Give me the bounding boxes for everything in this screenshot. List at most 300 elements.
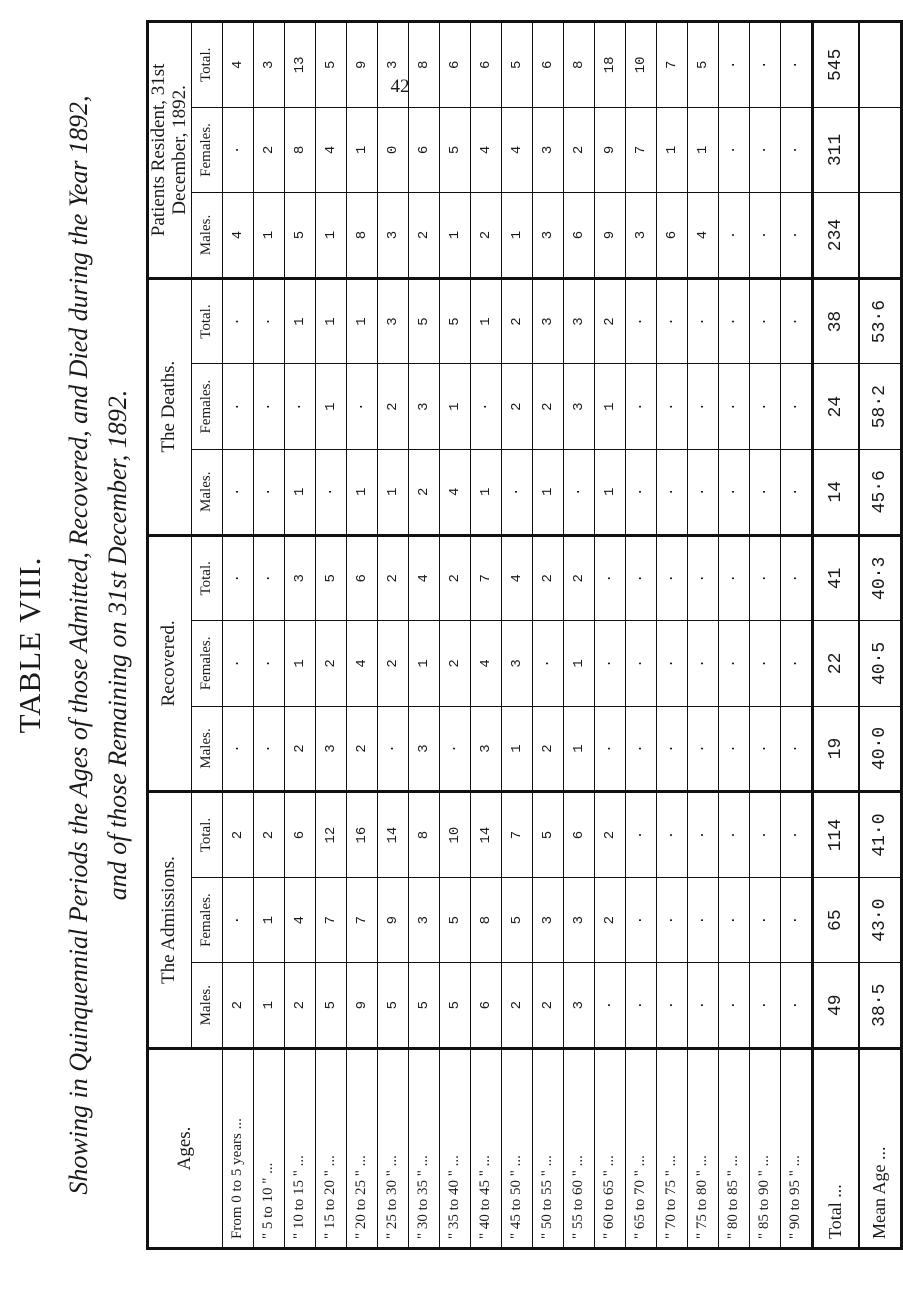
death-total-cell: 1 xyxy=(284,278,315,364)
rec-females-cell: · xyxy=(222,621,253,707)
rem-females-cell: 6 xyxy=(408,107,439,193)
adm-females-cell: · xyxy=(222,877,253,963)
table-row xyxy=(594,22,625,1249)
age-label: " 5 to 10 " ... xyxy=(253,1049,284,1249)
adm-females-cell: 4 xyxy=(284,877,315,963)
rec-total-cell: 2 xyxy=(532,535,563,621)
recovered-males-col-header: Males. xyxy=(191,706,222,792)
age-label: " 65 to 70 " ... xyxy=(625,1049,656,1249)
rec-total-cell: · xyxy=(656,535,687,621)
rem-females-cell: 4 xyxy=(470,107,501,193)
deaths-males-col-header: Males. xyxy=(191,449,222,535)
adm-females-cell: 2 xyxy=(594,877,625,963)
rec-males-cell: · xyxy=(253,706,284,792)
death-females-cell: · xyxy=(346,364,377,450)
adm-females-cell: · xyxy=(749,877,780,963)
page-number: 42 xyxy=(390,76,410,97)
rem-total-cell: 5 xyxy=(501,22,532,108)
rem-males-cell: 234 xyxy=(812,193,859,279)
rem-males-cell: 4 xyxy=(222,193,253,279)
rem-total-cell: 5 xyxy=(315,22,346,108)
adm-females-cell: 5 xyxy=(501,877,532,963)
adm-total-cell: 8 xyxy=(408,792,439,878)
rec-males-cell: 3 xyxy=(408,706,439,792)
death-males-cell: · xyxy=(718,449,749,535)
rem-total-cell: 7 xyxy=(656,22,687,108)
death-total-cell: · xyxy=(253,278,284,364)
death-females-cell: · xyxy=(253,364,284,450)
adm-total-cell: 16 xyxy=(346,792,377,878)
rec-males-cell: · xyxy=(718,706,749,792)
death-females-cell: 58·2 xyxy=(859,364,902,450)
death-females-cell: 1 xyxy=(594,364,625,450)
rec-males-cell: · xyxy=(749,706,780,792)
adm-females-cell: 65 xyxy=(812,877,859,963)
death-females-cell: · xyxy=(718,364,749,450)
age-label: " 45 to 50 " ... xyxy=(501,1049,532,1249)
rec-males-cell: · xyxy=(222,706,253,792)
rem-females-cell: 1 xyxy=(346,107,377,193)
death-males-cell: 1 xyxy=(470,449,501,535)
adm-males-cell: 6 xyxy=(470,963,501,1049)
adm-total-cell: · xyxy=(718,792,749,878)
death-males-cell: 1 xyxy=(346,449,377,535)
age-label: " 40 to 45 " ... xyxy=(470,1049,501,1249)
rec-total-cell: 2 xyxy=(563,535,594,621)
data-table xyxy=(146,20,903,1250)
age-label: " 15 to 20 " ... xyxy=(315,1049,346,1249)
age-label: " 70 to 75 " ... xyxy=(656,1049,687,1249)
death-total-cell: 5 xyxy=(408,278,439,364)
rec-males-cell: 3 xyxy=(470,706,501,792)
rem-males-cell: 4 xyxy=(687,193,718,279)
rem-males-cell: 3 xyxy=(377,193,408,279)
rec-females-cell: · xyxy=(718,621,749,707)
rem-females-cell: 311 xyxy=(812,107,859,193)
table-subtitle-line-1: Showing in Quinquennial Periods the Ages of those Admitted, Recovered, and Died during the Year 1892, xyxy=(64,95,93,1195)
remaining-header: Patients Resident, 31st December, 1892. xyxy=(148,22,192,279)
rem-females-cell: 2 xyxy=(563,107,594,193)
death-total-cell: 5 xyxy=(439,278,470,364)
rem-males-cell xyxy=(859,193,902,279)
rem-males-cell: 1 xyxy=(501,193,532,279)
deaths-total-col-header: Total. xyxy=(191,278,222,364)
rec-total-cell: · xyxy=(625,535,656,621)
rec-total-cell: · xyxy=(687,535,718,621)
death-males-cell: · xyxy=(222,449,253,535)
table-row xyxy=(656,22,687,1249)
admissions-females-col-header: Females. xyxy=(191,877,222,963)
death-females-cell: 2 xyxy=(501,364,532,450)
rem-total-cell: 18 xyxy=(594,22,625,108)
table-row xyxy=(749,22,780,1249)
adm-females-cell: 3 xyxy=(408,877,439,963)
rec-females-cell: · xyxy=(687,621,718,707)
adm-males-cell: 5 xyxy=(377,963,408,1049)
rem-total-cell: 10 xyxy=(625,22,656,108)
death-total-cell: 1 xyxy=(346,278,377,364)
rem-females-cell: 1 xyxy=(687,107,718,193)
age-label: From 0 to 5 years ... xyxy=(222,1049,253,1249)
age-label: " 20 to 25 " ... xyxy=(346,1049,377,1249)
rec-females-cell: 1 xyxy=(563,621,594,707)
table-row xyxy=(687,22,718,1249)
rem-males-cell: 8 xyxy=(346,193,377,279)
rem-females-cell: 3 xyxy=(532,107,563,193)
table-subtitle-line-2: and of those Remaining on 31st December, 1892. xyxy=(103,389,132,901)
rec-total-cell: 40·3 xyxy=(859,535,902,621)
adm-males-cell: 5 xyxy=(315,963,346,1049)
rec-females-cell: 4 xyxy=(346,621,377,707)
adm-females-cell: 7 xyxy=(315,877,346,963)
rem-males-cell: 5 xyxy=(284,193,315,279)
death-males-cell: 1 xyxy=(532,449,563,535)
rec-total-cell: · xyxy=(594,535,625,621)
table-row xyxy=(532,22,563,1249)
rem-females-cell: 7 xyxy=(625,107,656,193)
rec-females-cell: · xyxy=(625,621,656,707)
adm-total-cell: 6 xyxy=(563,792,594,878)
adm-total-cell: · xyxy=(625,792,656,878)
death-total-cell: · xyxy=(222,278,253,364)
rec-females-cell: 2 xyxy=(439,621,470,707)
adm-total-cell: 41·0 xyxy=(859,792,902,878)
age-label: " 60 to 65 " ... xyxy=(594,1049,625,1249)
rem-females-cell: 4 xyxy=(501,107,532,193)
adm-total-cell: · xyxy=(749,792,780,878)
death-females-cell: 3 xyxy=(563,364,594,450)
table-row xyxy=(563,22,594,1249)
death-total-cell: · xyxy=(718,278,749,364)
rem-males-cell: 6 xyxy=(563,193,594,279)
age-label: " 50 to 55 " ... xyxy=(532,1049,563,1249)
rem-females-cell: · xyxy=(222,107,253,193)
rem-males-cell: 2 xyxy=(470,193,501,279)
rem-total-cell: 6 xyxy=(470,22,501,108)
adm-females-cell: 7 xyxy=(346,877,377,963)
table-row xyxy=(222,22,253,1249)
rem-males-cell: · xyxy=(749,193,780,279)
adm-males-cell: 1 xyxy=(253,963,284,1049)
age-label: " 75 to 80 " ... xyxy=(687,1049,718,1249)
rem-males-cell: 3 xyxy=(532,193,563,279)
death-total-cell: 53·6 xyxy=(859,278,902,364)
age-label: " 85 to 90 " ... xyxy=(749,1049,780,1249)
rem-total-cell: 6 xyxy=(532,22,563,108)
rec-males-cell: 19 xyxy=(812,706,859,792)
table-body xyxy=(222,22,901,1249)
rec-total-cell: 4 xyxy=(501,535,532,621)
table-row xyxy=(439,22,470,1249)
rem-males-cell: · xyxy=(780,193,812,279)
rec-total-cell: 6 xyxy=(346,535,377,621)
rec-total-cell: · xyxy=(222,535,253,621)
rec-females-cell: 1 xyxy=(408,621,439,707)
rec-females-cell: 22 xyxy=(812,621,859,707)
table-row xyxy=(408,22,439,1249)
rec-females-cell: 4 xyxy=(470,621,501,707)
recovered-total-col-header: Total. xyxy=(191,535,222,621)
adm-females-cell: 8 xyxy=(470,877,501,963)
death-females-cell: · xyxy=(625,364,656,450)
table-row xyxy=(625,22,656,1249)
remaining-females-col-header: Females. xyxy=(191,107,222,193)
adm-males-cell: 49 xyxy=(812,963,859,1049)
age-label: " 35 to 40 " ... xyxy=(439,1049,470,1249)
adm-females-cell: 3 xyxy=(532,877,563,963)
adm-total-cell: 14 xyxy=(470,792,501,878)
adm-males-cell: · xyxy=(749,963,780,1049)
rec-males-cell: · xyxy=(656,706,687,792)
adm-total-cell: 14 xyxy=(377,792,408,878)
rec-total-cell: 5 xyxy=(315,535,346,621)
adm-males-cell: · xyxy=(687,963,718,1049)
death-males-cell: 1 xyxy=(284,449,315,535)
rec-females-cell: 40·5 xyxy=(859,621,902,707)
rec-total-cell: · xyxy=(749,535,780,621)
death-females-cell: · xyxy=(222,364,253,450)
death-males-cell: · xyxy=(315,449,346,535)
remaining-total-col-header: Total. xyxy=(191,22,222,108)
death-males-cell: 14 xyxy=(812,449,859,535)
rem-females-cell: · xyxy=(780,107,812,193)
adm-total-cell: · xyxy=(780,792,812,878)
rec-males-cell: · xyxy=(687,706,718,792)
death-females-cell: 1 xyxy=(439,364,470,450)
rec-females-cell: · xyxy=(780,621,812,707)
rem-females-cell: · xyxy=(749,107,780,193)
adm-males-cell: 2 xyxy=(284,963,315,1049)
rec-females-cell: 2 xyxy=(377,621,408,707)
adm-females-cell: 43·0 xyxy=(859,877,902,963)
adm-males-cell: · xyxy=(625,963,656,1049)
death-males-cell: 1 xyxy=(377,449,408,535)
ages-header: Ages. xyxy=(148,1049,223,1249)
table-title: TABLE VIII. xyxy=(12,556,47,734)
death-females-cell: · xyxy=(749,364,780,450)
death-total-cell: 38 xyxy=(812,278,859,364)
adm-males-cell: · xyxy=(656,963,687,1049)
table-row xyxy=(346,22,377,1249)
age-label: " 25 to 30 " ... xyxy=(377,1049,408,1249)
rem-total-cell: 13 xyxy=(284,22,315,108)
rem-males-cell: 6 xyxy=(656,193,687,279)
adm-total-cell: 5 xyxy=(532,792,563,878)
rec-males-cell: 2 xyxy=(284,706,315,792)
death-total-cell: 3 xyxy=(377,278,408,364)
adm-females-cell: · xyxy=(656,877,687,963)
death-females-cell: · xyxy=(656,364,687,450)
death-total-cell: 1 xyxy=(315,278,346,364)
age-label: " 30 to 35 " ... xyxy=(408,1049,439,1249)
rec-total-cell: 2 xyxy=(377,535,408,621)
death-total-cell: 3 xyxy=(532,278,563,364)
adm-males-cell: 3 xyxy=(563,963,594,1049)
adm-females-cell: 3 xyxy=(563,877,594,963)
rec-females-cell: · xyxy=(253,621,284,707)
adm-females-cell: 5 xyxy=(439,877,470,963)
rec-females-cell: 1 xyxy=(284,621,315,707)
rec-total-cell: 3 xyxy=(284,535,315,621)
rem-total-cell: · xyxy=(749,22,780,108)
adm-total-cell: 2 xyxy=(253,792,284,878)
admissions-header: The Admissions. xyxy=(148,792,192,1049)
rem-males-cell: 9 xyxy=(594,193,625,279)
adm-females-cell: · xyxy=(718,877,749,963)
table-row xyxy=(780,22,812,1249)
rem-males-cell: 1 xyxy=(315,193,346,279)
admissions-total-col-header: Total. xyxy=(191,792,222,878)
death-males-cell: · xyxy=(253,449,284,535)
adm-females-cell: 9 xyxy=(377,877,408,963)
rem-total-cell xyxy=(859,22,902,108)
adm-total-cell: · xyxy=(656,792,687,878)
rec-females-cell: 2 xyxy=(315,621,346,707)
totals-row xyxy=(812,22,859,1249)
rec-males-cell: 2 xyxy=(532,706,563,792)
rem-total-cell: 3 xyxy=(377,22,408,108)
death-total-cell: 2 xyxy=(501,278,532,364)
adm-males-cell: 9 xyxy=(346,963,377,1049)
age-label: " 80 to 85 " ... xyxy=(718,1049,749,1249)
death-males-cell: 4 xyxy=(439,449,470,535)
remaining-males-col-header: Males. xyxy=(191,193,222,279)
rem-females-cell: 0 xyxy=(377,107,408,193)
adm-males-cell: · xyxy=(780,963,812,1049)
rec-males-cell: 2 xyxy=(346,706,377,792)
death-males-cell: · xyxy=(501,449,532,535)
rem-total-cell: · xyxy=(780,22,812,108)
rem-males-cell: · xyxy=(718,193,749,279)
death-males-cell: · xyxy=(563,449,594,535)
rec-females-cell: · xyxy=(594,621,625,707)
rem-total-cell: 3 xyxy=(253,22,284,108)
table-row xyxy=(501,22,532,1249)
rem-total-cell: · xyxy=(718,22,749,108)
rem-total-cell: 4 xyxy=(222,22,253,108)
adm-males-cell: 5 xyxy=(408,963,439,1049)
rec-males-cell: · xyxy=(377,706,408,792)
rec-females-cell: · xyxy=(749,621,780,707)
rec-total-cell: 7 xyxy=(470,535,501,621)
death-females-cell: 2 xyxy=(377,364,408,450)
rec-males-cell: · xyxy=(625,706,656,792)
adm-females-cell: 1 xyxy=(253,877,284,963)
death-total-cell: · xyxy=(625,278,656,364)
death-total-cell: · xyxy=(687,278,718,364)
adm-total-cell: 6 xyxy=(284,792,315,878)
rem-total-cell: 545 xyxy=(812,22,859,108)
rem-females-cell xyxy=(859,107,902,193)
death-males-cell: · xyxy=(625,449,656,535)
adm-total-cell: 10 xyxy=(439,792,470,878)
rem-females-cell: · xyxy=(718,107,749,193)
death-males-cell: 45·6 xyxy=(859,449,902,535)
adm-females-cell: · xyxy=(625,877,656,963)
admissions-males-col-header: Males. xyxy=(191,963,222,1049)
death-females-cell: 3 xyxy=(408,364,439,450)
rem-females-cell: 9 xyxy=(594,107,625,193)
death-males-cell: 2 xyxy=(408,449,439,535)
rec-males-cell: 1 xyxy=(501,706,532,792)
table-row xyxy=(377,22,408,1249)
rem-total-cell: 8 xyxy=(563,22,594,108)
adm-males-cell: 5 xyxy=(439,963,470,1049)
death-males-cell: · xyxy=(687,449,718,535)
rem-females-cell: 5 xyxy=(439,107,470,193)
rem-males-cell: 2 xyxy=(408,193,439,279)
age-label: " 55 to 60 " ... xyxy=(563,1049,594,1249)
death-males-cell: 1 xyxy=(594,449,625,535)
death-females-cell: · xyxy=(687,364,718,450)
adm-total-cell: 2 xyxy=(594,792,625,878)
rem-females-cell: 2 xyxy=(253,107,284,193)
death-total-cell: · xyxy=(749,278,780,364)
adm-males-cell: · xyxy=(718,963,749,1049)
adm-males-cell: 2 xyxy=(501,963,532,1049)
adm-total-cell: 114 xyxy=(812,792,859,878)
table-row xyxy=(253,22,284,1249)
rec-total-cell: · xyxy=(253,535,284,621)
table-row xyxy=(470,22,501,1249)
rec-total-cell: 41 xyxy=(812,535,859,621)
adm-males-cell: 2 xyxy=(222,963,253,1049)
death-females-cell: · xyxy=(470,364,501,450)
death-males-cell: · xyxy=(780,449,812,535)
deaths-females-col-header: Females. xyxy=(191,364,222,450)
rec-males-cell: 3 xyxy=(315,706,346,792)
age-label: Mean Age ... xyxy=(859,1049,902,1249)
death-females-cell: · xyxy=(284,364,315,450)
adm-total-cell: 7 xyxy=(501,792,532,878)
death-females-cell: 1 xyxy=(315,364,346,450)
rec-total-cell: 2 xyxy=(439,535,470,621)
adm-total-cell: 12 xyxy=(315,792,346,878)
rec-males-cell: 1 xyxy=(563,706,594,792)
rec-total-cell: · xyxy=(780,535,812,621)
rec-total-cell: · xyxy=(718,535,749,621)
age-label: Total ... xyxy=(812,1049,859,1249)
rem-females-cell: 8 xyxy=(284,107,315,193)
adm-total-cell: · xyxy=(687,792,718,878)
rec-females-cell: 3 xyxy=(501,621,532,707)
table-row xyxy=(284,22,315,1249)
adm-females-cell: · xyxy=(687,877,718,963)
deaths-header: The Deaths. xyxy=(148,278,192,535)
death-females-cell: 24 xyxy=(812,364,859,450)
table-row xyxy=(718,22,749,1249)
death-females-cell: 2 xyxy=(532,364,563,450)
death-total-cell: 2 xyxy=(594,278,625,364)
rem-total-cell: 6 xyxy=(439,22,470,108)
rem-total-cell: 9 xyxy=(346,22,377,108)
recovered-females-col-header: Females. xyxy=(191,621,222,707)
adm-males-cell: 2 xyxy=(532,963,563,1049)
rec-females-cell: · xyxy=(656,621,687,707)
rem-females-cell: 4 xyxy=(315,107,346,193)
rec-males-cell: 40·0 xyxy=(859,706,902,792)
rec-females-cell: · xyxy=(532,621,563,707)
death-total-cell: · xyxy=(780,278,812,364)
adm-females-cell: · xyxy=(780,877,812,963)
death-females-cell: · xyxy=(780,364,812,450)
table-row xyxy=(315,22,346,1249)
rec-males-cell: · xyxy=(439,706,470,792)
mean-age-row xyxy=(859,22,902,1249)
rem-females-cell: 1 xyxy=(656,107,687,193)
adm-total-cell: 2 xyxy=(222,792,253,878)
age-label: " 10 to 15 " ... xyxy=(284,1049,315,1249)
